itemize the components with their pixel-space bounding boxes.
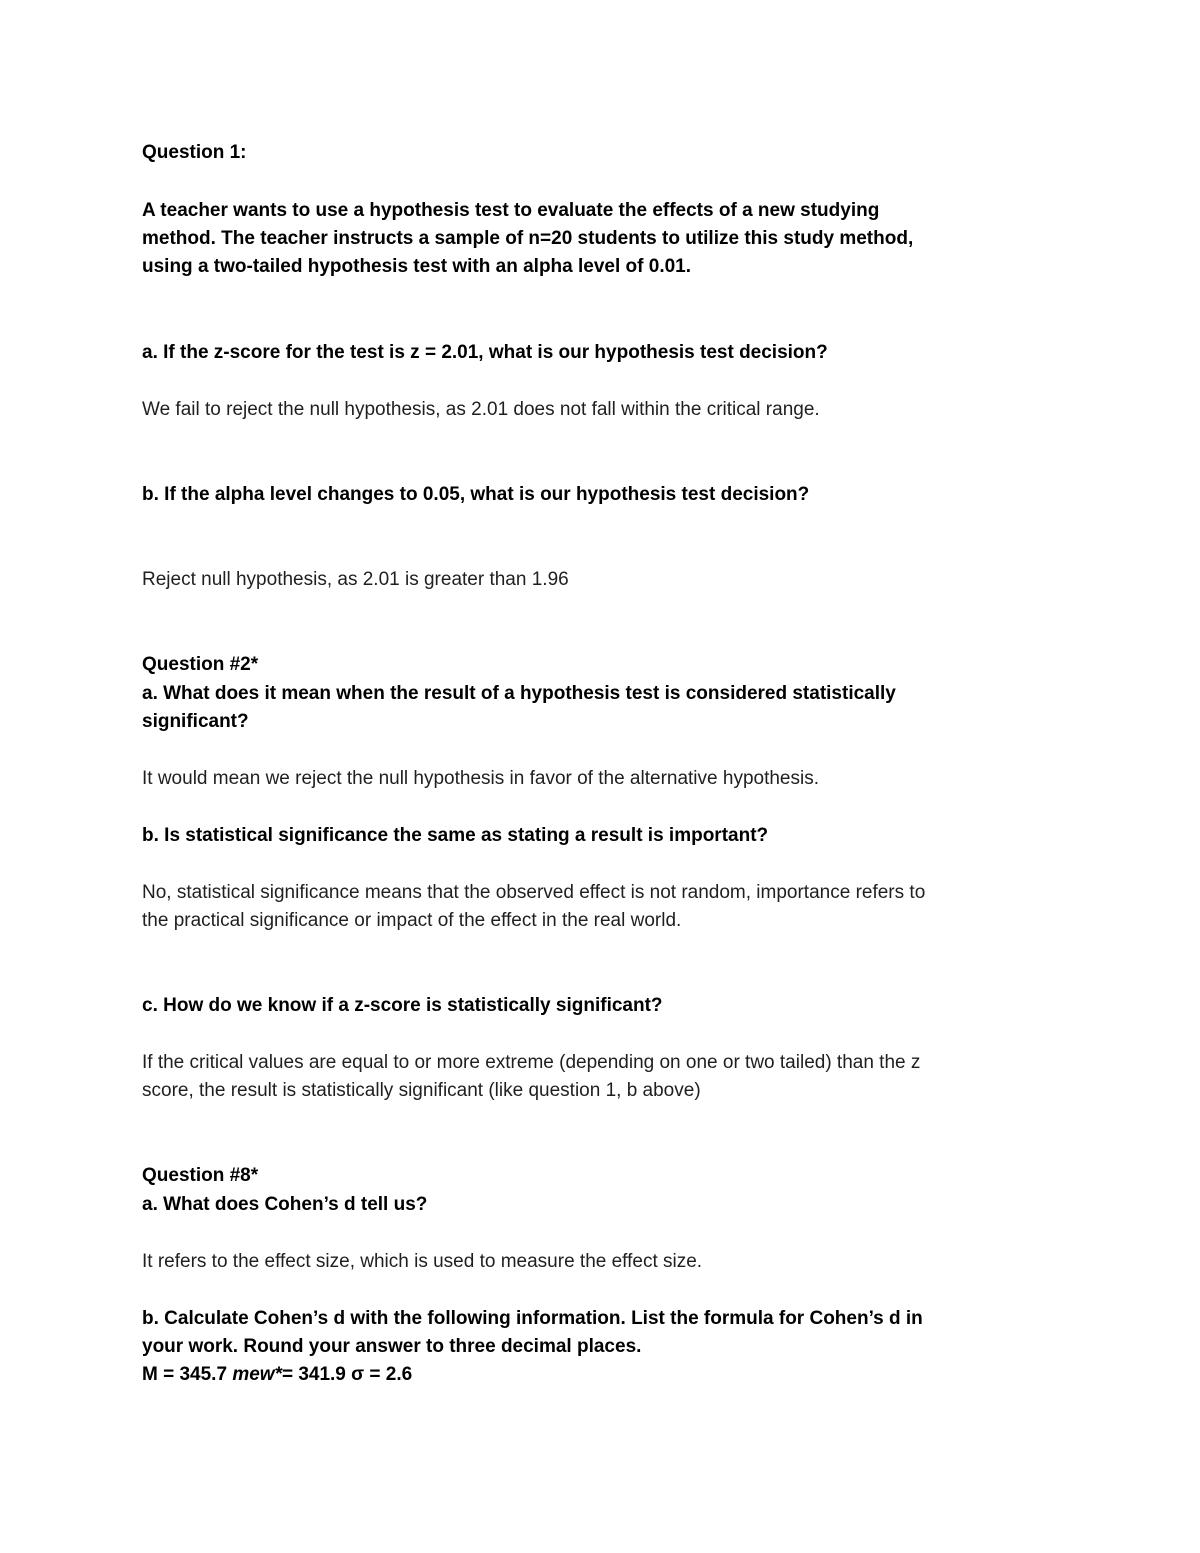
question-2a-line-2: significant? — [142, 711, 249, 732]
question-1b: b. If the alpha level changes to 0.05, what is our hypothesis test decision? — [142, 484, 810, 505]
question-2-heading: Question #2* — [142, 654, 259, 675]
given-rest: = 341.9 σ = 2.6 — [281, 1364, 413, 1385]
question-2b: b. Is statistical significance the same as stating a result is important? — [142, 825, 769, 846]
question-1-prompt-line-1: A teacher wants to use a hypothesis test to evaluate the effects of a new studying — [142, 200, 880, 221]
question-1a: a. If the z-score for the test is z = 2.01, what is our hypothesis test decision? — [142, 342, 828, 363]
question-8a: a. What does Cohen’s d tell us? — [142, 1194, 428, 1215]
answer-1a: We fail to reject the null hypothesis, as 2.01 does not fall within the critical range. — [142, 399, 820, 420]
question-1-heading: Question 1: — [142, 142, 247, 163]
question-2c: c. How do we know if a z-score is statistically significant? — [142, 995, 663, 1016]
answer-2a: It would mean we reject the null hypothesis in favor of the alternative hypothesis. — [142, 768, 819, 789]
question-2a-line-1: a. What does it mean when the result of a hypothesis test is considered statistically — [142, 683, 896, 704]
answer-2b-line-2: the practical significance or impact of the effect in the real world. — [142, 910, 682, 931]
given-mew: mew* — [232, 1364, 282, 1385]
answer-2b-line-1: No, statistical significance means that the observed effect is not random, importance refers to — [142, 882, 926, 903]
answer-8a: It refers to the effect size, which is used to measure the effect size. — [142, 1251, 703, 1272]
question-8-heading: Question #8* — [142, 1165, 259, 1186]
answer-2c-line-2: score, the result is statistically significant (like question 1, b above) — [142, 1080, 701, 1101]
question-1-prompt-line-2: method. The teacher instructs a sample of n=20 students to utilize this study method, — [142, 228, 914, 249]
question-8b-line-1: b. Calculate Cohen’s d with the following information. List the formula for Cohen’s d in — [142, 1308, 923, 1329]
answer-1b: Reject null hypothesis, as 2.01 is greater than 1.96 — [142, 569, 569, 590]
given-m: M = 345.7 — [142, 1364, 233, 1385]
given-values — [142, 1361, 412, 1389]
question-8b-line-2: your work. Round your answer to three decimal places. — [142, 1336, 642, 1357]
answer-2c-line-1: If the critical values are equal to or more extreme (depending on one or two tailed) than the z — [142, 1052, 921, 1073]
question-1-prompt-line-3: using a two-tailed hypothesis test with an alpha level of 0.01. — [142, 256, 692, 277]
